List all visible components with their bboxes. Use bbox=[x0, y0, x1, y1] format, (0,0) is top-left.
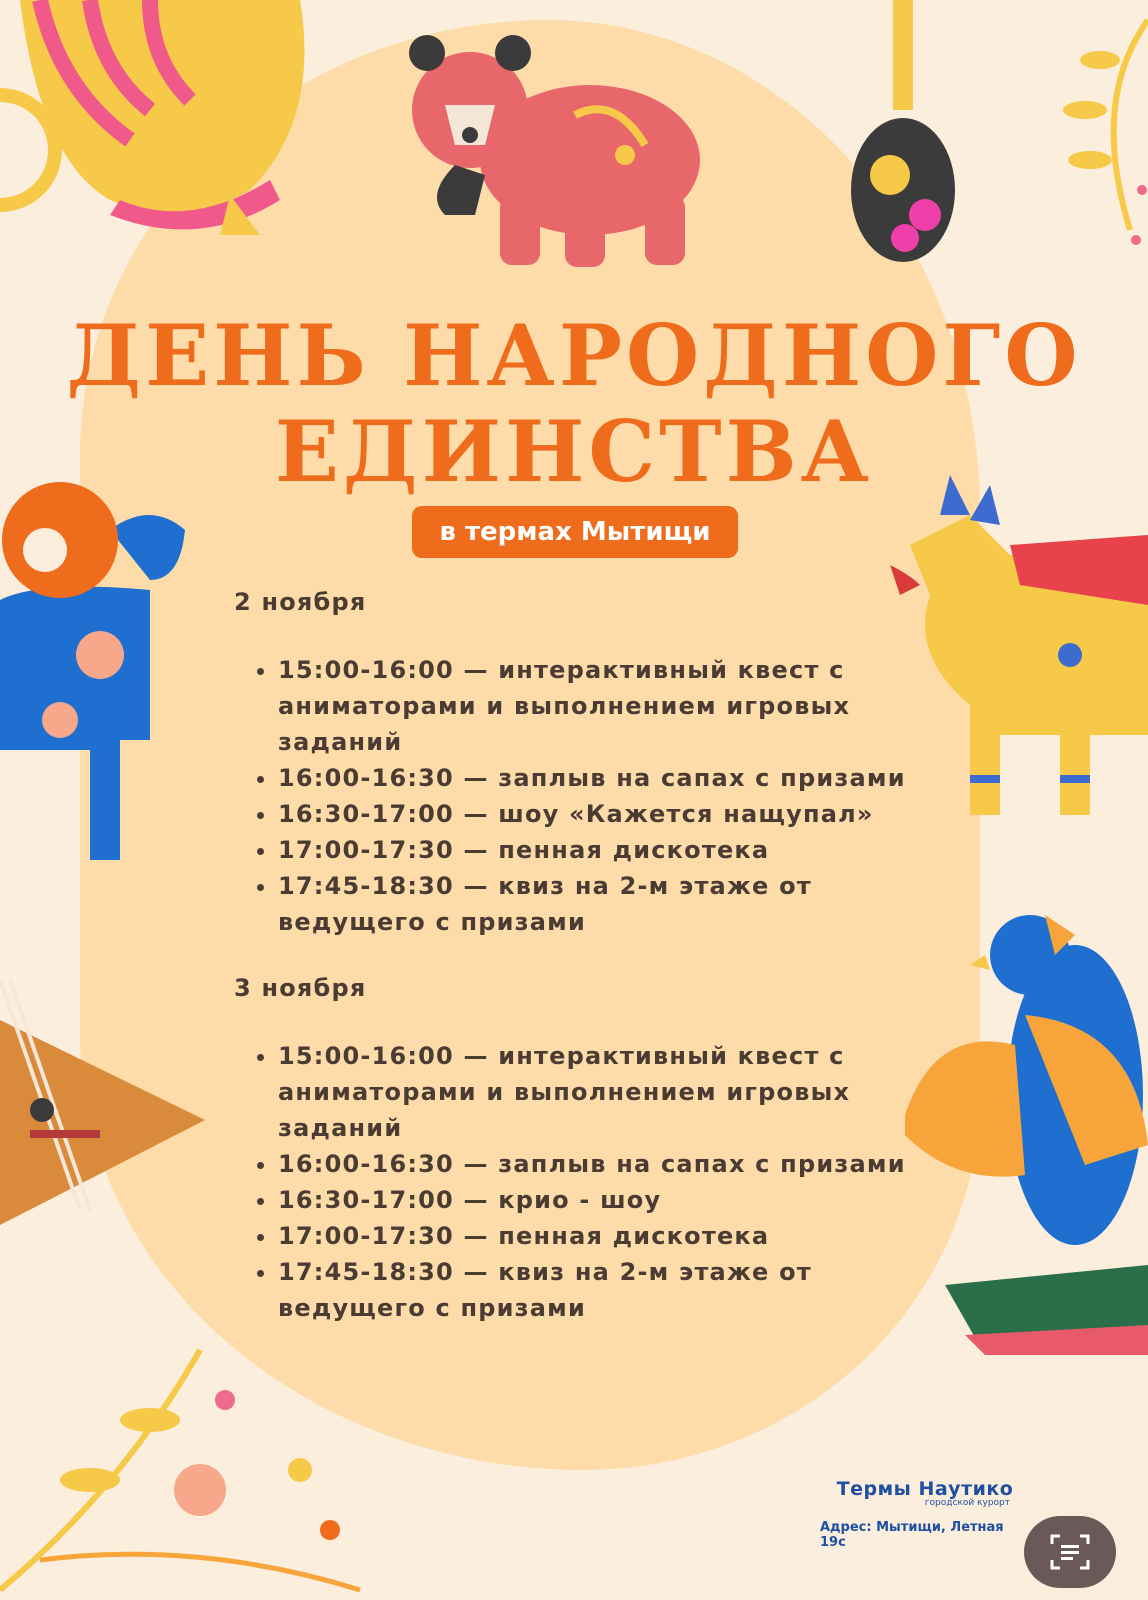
brand-block bbox=[820, 1478, 1030, 1550]
day-title: 3 ноября bbox=[234, 974, 367, 1002]
list-item: • 17:45-18:30 — квиз на 2-м этаже от ведущего с призами bbox=[278, 868, 934, 940]
day-block-2 bbox=[234, 970, 934, 1326]
ram-illustration bbox=[0, 480, 190, 860]
event-list bbox=[234, 652, 934, 940]
scan-text-button[interactable] bbox=[1024, 1516, 1116, 1588]
list-item: • 16:30-17:00 — крио - шоу bbox=[278, 1182, 934, 1218]
title-line-1: ДЕНЬ НАРОДНОГО bbox=[66, 306, 1082, 405]
samovar-illustration bbox=[0, 0, 330, 240]
floral-branch-bottom-left bbox=[0, 1330, 370, 1600]
list-item: • 17:45-18:30 — квиз на 2-м этаже от ведущего с призами bbox=[278, 1254, 934, 1326]
peacock-illustration bbox=[905, 915, 1148, 1365]
list-item: • 16:30-17:00 — шоу «Кажется нащупал» bbox=[278, 796, 934, 832]
brand-tagline: городской курорт bbox=[924, 1498, 1010, 1508]
balalaika-illustration bbox=[0, 980, 210, 1230]
poster-title bbox=[0, 308, 1148, 500]
list-item: • 16:00-16:30 — заплыв на сапах с призами bbox=[278, 1146, 934, 1182]
leaf-branch-top-right bbox=[1030, 0, 1148, 280]
spoon-illustration bbox=[845, 0, 965, 270]
scan-text-icon bbox=[1050, 1534, 1090, 1570]
list-item: • 16:00-16:30 — заплыв на сапах с призами bbox=[278, 760, 934, 796]
bear-illustration bbox=[405, 35, 705, 270]
list-item: • 15:00-16:00 — интерактивный квест с аниматорами и выполнением игровых заданий bbox=[278, 1038, 934, 1146]
day-block-1 bbox=[234, 584, 934, 940]
location-badge: в термах Мытищи bbox=[412, 506, 738, 558]
event-list bbox=[234, 1038, 934, 1326]
title-line-2: ЕДИНСТВА bbox=[274, 402, 874, 501]
day-title: 2 ноября bbox=[234, 588, 367, 616]
schedule bbox=[234, 584, 934, 1356]
list-item: • 15:00-16:00 — интерактивный квест с аниматорами и выполнением игровых заданий bbox=[278, 652, 934, 760]
list-item: • 17:00-17:30 — пенная дискотека bbox=[278, 832, 934, 868]
brand-address: Адрес: Мытищи, Летная 19с bbox=[820, 1520, 1004, 1550]
list-item: • 17:00-17:30 — пенная дискотека bbox=[278, 1218, 934, 1254]
brand-name: Термы Наутико bbox=[836, 1478, 1014, 1500]
